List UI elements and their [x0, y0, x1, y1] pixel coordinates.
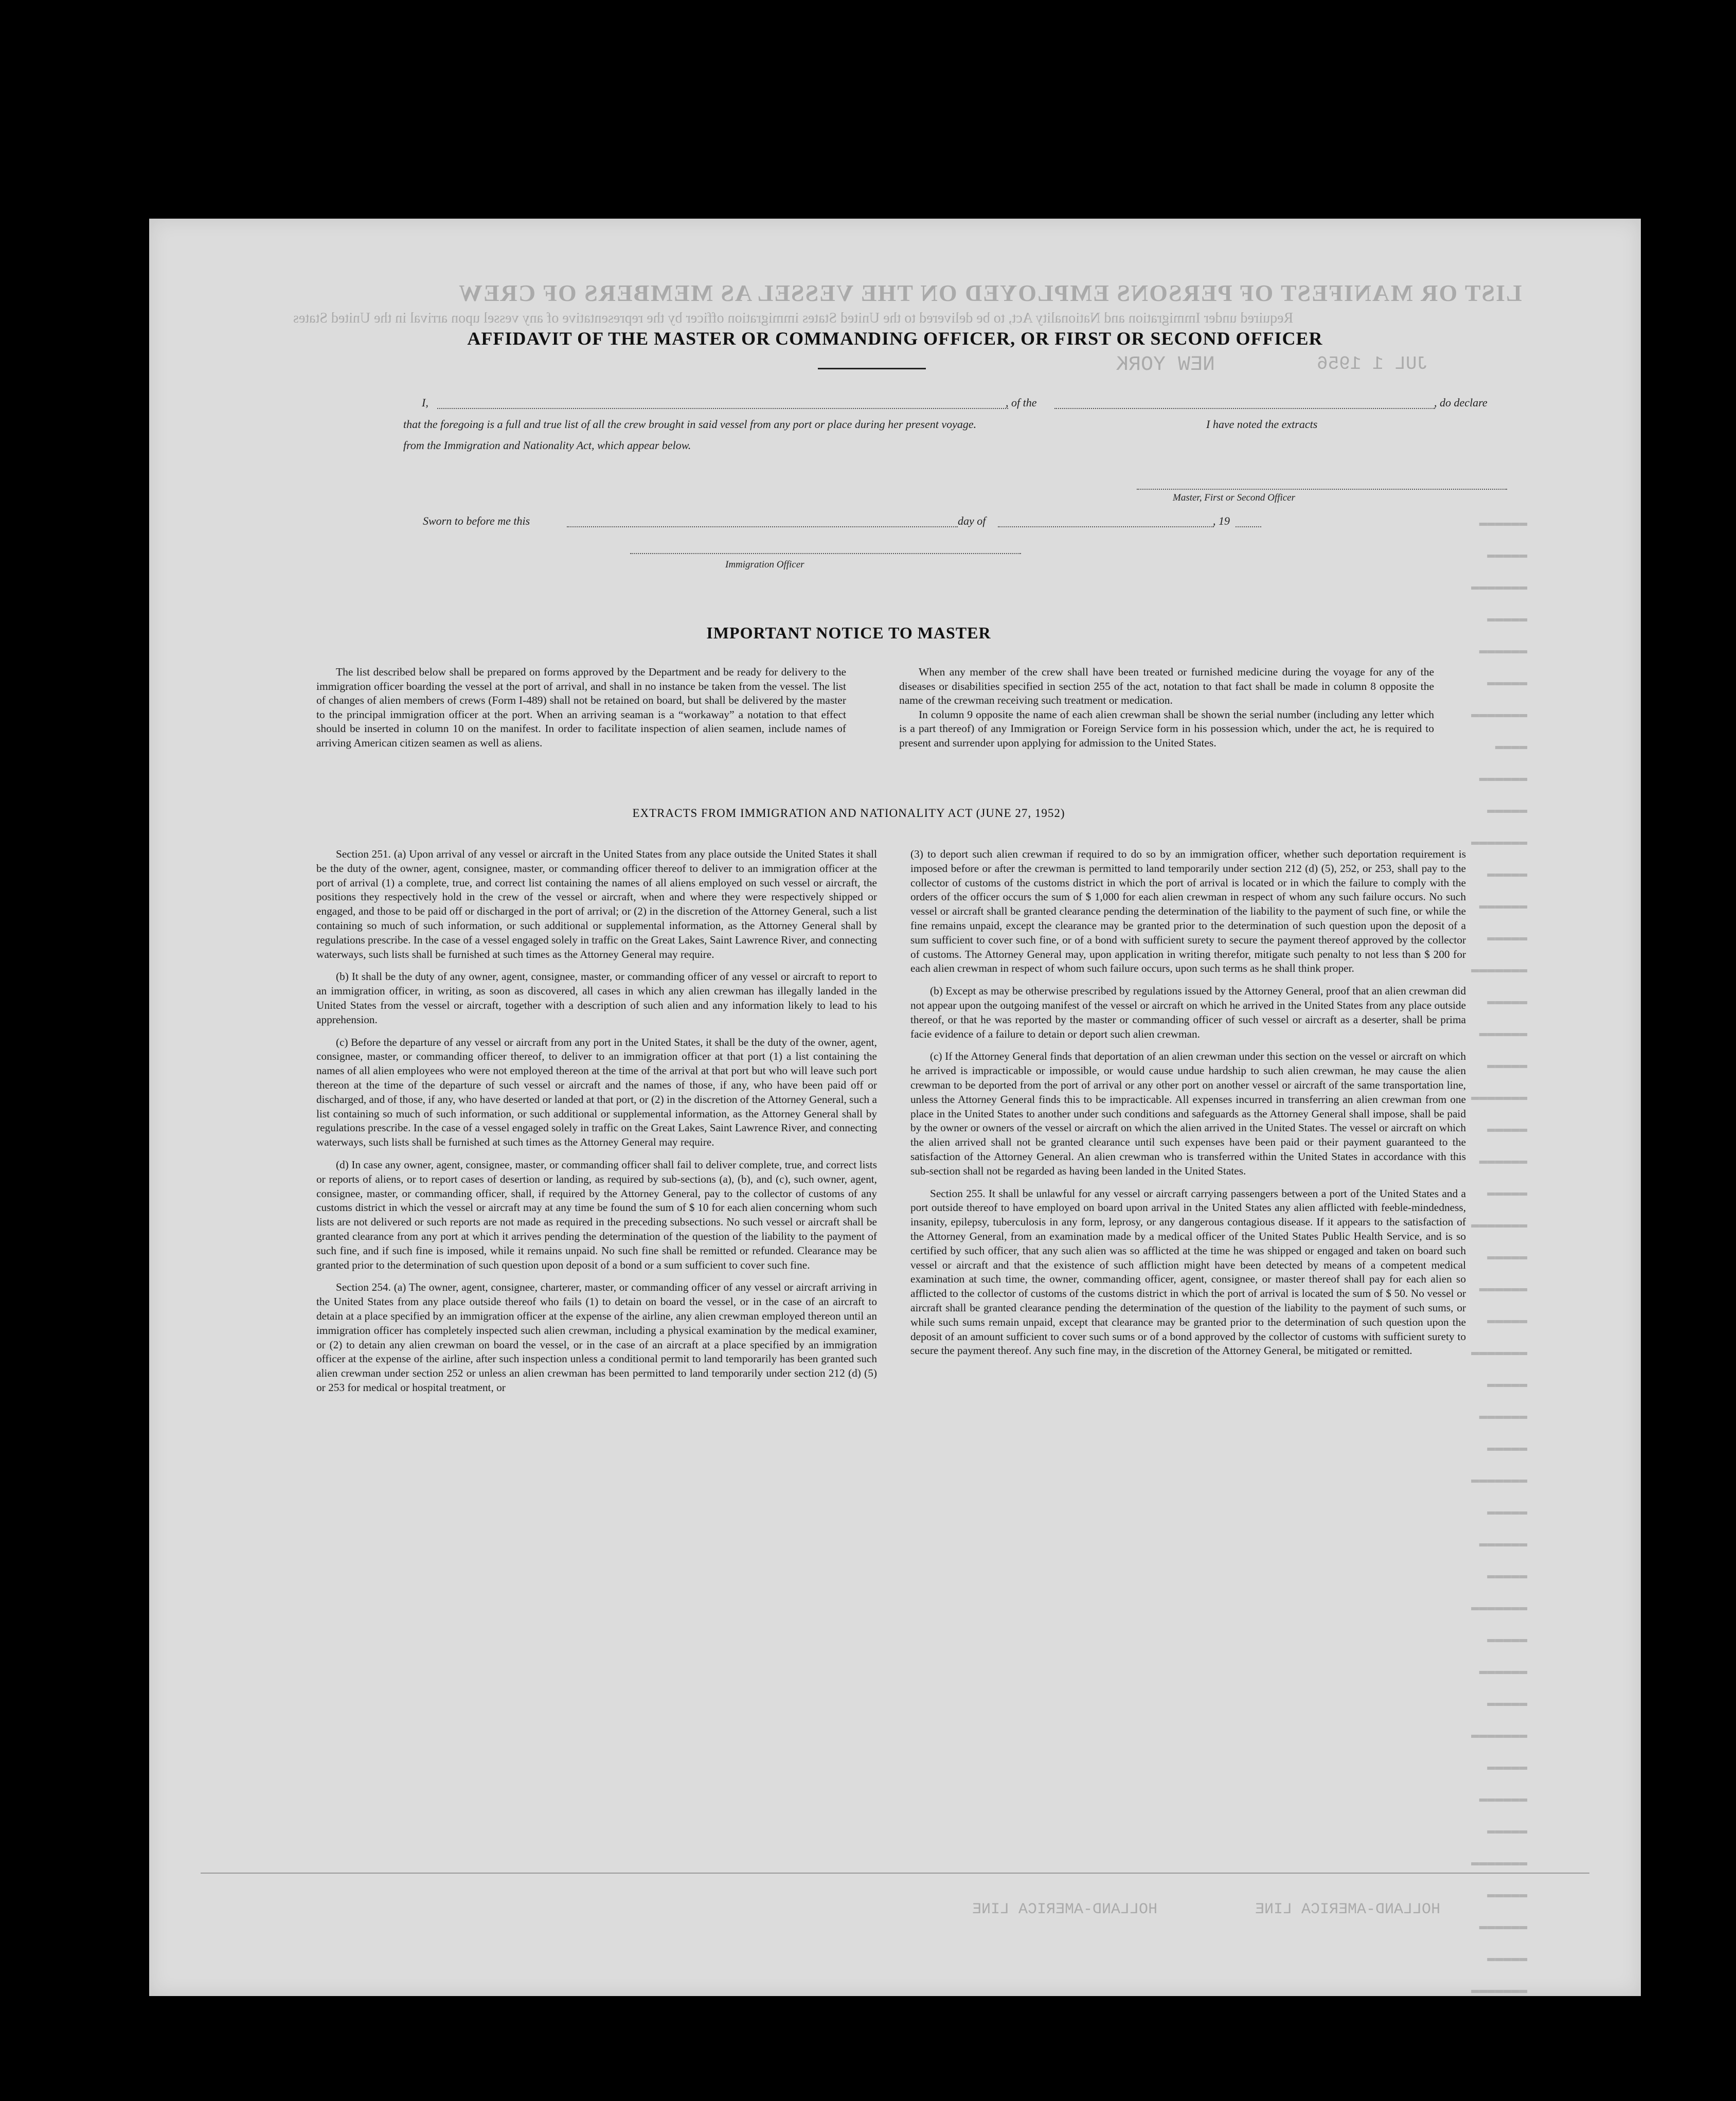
signature-label: Master, First or Second Officer [1173, 492, 1296, 503]
month-blank [998, 526, 1214, 527]
bleed-through-footer: HOLLAND-AMERICA LINE [972, 1901, 1158, 1918]
affidavit-i-label: I, [422, 396, 428, 409]
bleed-through-subheading: Required under Immigration and Nationality Act, to be delivered to the United States immigration officer by the representative of any vessel upon arrival in the United States [293, 310, 1294, 326]
notice-right-paragraphs [899, 665, 1434, 756]
section-251-c: (c) Before the departure of any vessel or aircraft from any port in the United States, it shall be the duty of the owner, agent, consignee, master, or commanding officer thereof, to deliver to an immigration officer at that port (1) a list containing the names of all alien employees who were not employed thereon at the time of the arrival at that port but who will leave such port thereon at the time of the departure of such vessel or aircraft and the names of those, if any, who have been paid off or discharged, and of those, if any, who have deserted or landed at that port, or (2) in the discretion of the Attorney General, such a list containing so much of such information, or such additional or supplemental information, as the Attorney General shall by regulations prescribe. In the case of a vessel engaged solely in traffic on the Great Lakes, Saint Lawrence River, and connecting waterways, such lists shall be furnished at such times as the Attorney General may require. [316, 1036, 877, 1149]
bottom-rule [201, 1873, 1589, 1874]
notice-left-text: The list described below shall be prepared on forms approved by the Department and be ready for delivery to the immigration officer boarding the vessel at the port of arrival, and shall in no instance be taken from the vessel. The list of changes of alien members of crews (Form I-489) shall not be retained on board, but shall be delivered by the master to the principal immigration officer at the port. When an arriving seaman is a “workaway” a notation to that effect should be inserted in column 10 on the manifest. In order to facilitate inspection of alien seamen, include names of arriving American citizen seamen as well as aliens. [316, 666, 846, 749]
affidavit-title: AFFIDAVIT OF THE MASTER OR COMMANDING OFFICER, OR FIRST OR SECOND OFFICER [467, 328, 1323, 349]
day-of-label: day of [958, 514, 986, 527]
notice-right-text-1: When any member of the crew shall have been treated or furnished medicine during the voyage for any of the diseases or disabilities specified in section 255 of the act, notation to that fact shall be made in column 8 opposite the name of the crewman receiving such treatment or medication. [899, 666, 1434, 706]
bleed-through-crew-column: ▬▬▬▬▬▬ ▬▬▬▬▬ ▬▬▬▬▬▬▬ ▬▬▬▬▬ ▬▬▬▬▬▬ ▬▬▬▬▬ ▬▬▬▬▬▬▬ ▬▬▬▬ ▬▬▬▬▬▬ ▬▬▬▬▬ ▬▬▬▬▬▬▬ ▬▬▬▬▬ ▬▬▬▬▬▬ ▬▬▬▬▬ ▬▬▬▬▬▬▬ ▬▬▬▬▬ ▬▬▬▬▬▬ ▬▬▬▬▬ ▬▬▬▬▬▬▬ ▬▬▬▬▬ ▬▬▬▬▬▬ ▬▬▬▬▬ ▬▬▬▬▬▬▬ ▬▬▬▬▬ ▬▬▬▬▬▬ ▬▬▬▬▬ ▬▬▬▬▬▬▬ ▬▬▬▬▬ ▬▬▬▬▬▬ ▬▬▬▬▬ ▬▬▬▬▬▬▬ ▬▬▬▬▬ ▬▬▬▬▬▬ ▬▬▬▬▬ ▬▬▬▬▬▬▬ ▬▬▬▬▬ ▬▬▬▬▬▬ ▬▬▬▬▬ ▬▬▬▬▬▬▬ ▬▬▬▬▬ ▬▬▬▬▬▬ ▬▬▬▬▬ ▬▬▬▬▬▬▬ ▬▬▬▬▬ ▬▬▬▬▬▬ ▬▬▬▬▬ ▬▬▬▬▬▬▬ [1471, 515, 1528, 1996]
affidavit-of-the-label: , of the [1006, 396, 1037, 409]
notice-right-text-2: In column 9 opposite the name of each alien crewman shall be shown the serial number (including any letter which is a part thereof) of any Immigration or Foreign Service form in his possession which, under the act, he is required to present and surrender upon applying for admission to the United States. [899, 708, 1434, 749]
section-255: Section 255. It shall be unlawful for any vessel or aircraft carrying passengers between a port of the United States and a port outside thereof to have employed on board upon arrival in the United States any alien afflicted with feeble-mindedness, insanity, epilepsy, tuberculosis in any form, leprosy, or any dangerous contagious disease. If it appears to the satisfaction of the Attorney General, from an examination made by a medical officer of the United States Public Health Service, and is so certified by such officer, that any such alien was so afflicted at the time he was shipped or engaged and taken on board such vessel or aircraft and that the existence of such affliction might have been detected by means of a competent medical examination at such time, the owner, commanding officer, agent, consignee, or master thereof shall pay for each alien so afflicted to the collector of customs of the customs district in which the port of arrival is located the sum of $ 50. No vessel or aircraft shall be granted clearance pending the determination of the question of the liability to the payment of such sums, or while such sums remain unpaid, except that clearance may be granted prior to the determination of such question upon the deposit of an amount sufficient to cover such sums or of a bond approved by the collector of customs with sufficient surety to secure the payment thereof. Any such fine may, in the discretion of the Attorney General, be mitigated or remitted. [910, 1187, 1466, 1357]
vessel-blank [1054, 408, 1435, 409]
title-underline [818, 368, 926, 369]
section-254-a-continued: (3) to deport such alien crewman if required to do so by an immigration officer, whether such deportation requirement is imposed before or after the crewman is permitted to land temporarily under section 212 (d) (5), 252, or 253, shall pay to the collector of customs of the customs district in which the port of arrival is located or in which the failure to comply with the orders of the officer occurs the sum of $ 1,000 for each alien crewman in respect of whom any such failure occurs. No such vessel or aircraft shall be granted clearance pending the determination of the liability to the payment of such fine, or while the fine remains unpaid, except the clearance may be granted prior to the determination of such question upon the deposit of a sum sufficient to cover such fine, or of a bond with sufficient surety to secure the payment thereof approved by the collector of customs. The Attorney General may, upon application in writing therefor, mitigate such penalty to not less than $ 200 for each alien crewman in respect of whom such failure occurs, upon such terms as he shall think proper. [910, 848, 1466, 975]
sworn-day-blank [567, 526, 958, 527]
affidavit-statement-right: I have noted the extracts [1206, 418, 1318, 431]
affidavit-statement: that the foregoing is a full and true list of all the crew brought in said vessel from any port or place during her present voyage. [403, 418, 977, 431]
affidavit-do-declare-label: , do declare [1434, 396, 1488, 409]
bleed-through-port: NEW YORK [1116, 353, 1215, 377]
section-254-b: (b) Except as may be otherwise prescribed by regulations issued by the Attorney General, proof that an alien crewman did not appear upon the outgoing manifest of the vessel or aircraft on which he arrived in the United States from any place outside thereof, or that he was reported by the master or commanding officer of such vessel or aircraft as a deserter, shall be prima facie evidence of a failure to detain or deport such alien crewman. [910, 985, 1466, 1040]
extracts-title: EXTRACTS FROM IMMIGRATION AND NATIONALITY ACT (JUNE 27, 1952) [632, 807, 1065, 820]
section-251-a: Section 251. (a) Upon arrival of any vessel or aircraft in the United States from any place outside the United States it shall be the duty of the owner, agent, consignee, master, or commanding officer thereof to deliver to an immigration officer at the port of arrival (1) a complete, true, and correct list containing the names of all aliens employed on such vessel or aircraft, the positions they respectively hold in the crew of the vessel or aircraft, when and where they were respectively shipped or engaged, and those to be paid off or discharged in the port of arrival; or (2) in the discretion of the Attorney General, such a list containing so much of such information, or such additional or supplemental information, as the Attorney General shall by regulations prescribe. In the case of a vessel engaged solely in traffic on the Great Lakes, Saint Lawrence River, and connecting waterways, such lists shall be furnished at such times as the Attorney General may require. [316, 848, 877, 960]
bleed-through-heading: LIST OR MANIFEST OF PERSONS EMPLOYED ON THE VESSEL AS MEMBERS OF CREW [458, 280, 1522, 306]
name-blank [437, 408, 1008, 409]
notice-left-paragraph [316, 665, 846, 756]
affidavit-extracts-line: from the Immigration and Nationality Act, which appear below. [403, 439, 691, 452]
section-254-c: (c) If the Attorney General finds that deportation of an alien crewman under this section on the vessel or aircraft on which he arrived is impracticable or impossible, or would cause undue hardship to such alien crewman, he may cause the alien crewman to be deported from the port of arrival or any other port on another vessel or aircraft of the same transportation line, unless the Attorney General finds this to be impracticable. All expenses incurred in transferring an alien crewman from one place in the United States to another under such conditions and safeguards as the Attorney General shall impose, shall be paid by the owner or owners of the vessel or aircraft on which the alien arrived in the United States. The vessel or aircraft on which the alien arrived shall not be granted clearance until such expenses have been paid or their payment guaranteed to the satisfaction of the Attorney General. An alien crewman who is transferred within the United States in accordance with this sub-section shall not be regarded as having been landed in the United States. [910, 1050, 1466, 1177]
extracts-right-column [910, 847, 1466, 1366]
officer-blank [630, 553, 1021, 554]
bleed-through-date: JUL 1 1956 [1317, 353, 1428, 375]
notice-title: IMPORTANT NOTICE TO MASTER [706, 624, 991, 642]
sworn-label: Sworn to before me this [423, 514, 530, 527]
year-label: , 19 [1213, 514, 1230, 527]
section-251-d: (d) In case any owner, agent, consignee, master, or commanding officer shall fail to deliver complete, true, and correct lists or reports of aliens, or to report cases of desertion or landing, as required by sub-sections (a), (b), and (c), such owner, agent, consignee, master, or commanding officer, shall, if required by the Attorney General, pay to the collector of customs of any customs district in which the vessel or aircraft may at any time be found the sum of $ 10 for each alien concerning whom such lists are not delivered or such reports are not made as required in the preceding subsections. No such vessel or aircraft shall be granted clearance from any port at which it arrives pending the determination of the question of the liability to the payment of such fine, and if such fine is imposed, while it remains unpaid. No such fine shall be remitted or refunded. Clearance may be granted prior to the determination of such question upon deposit of a bond or a sum sufficient to cover such fine. [316, 1158, 877, 1271]
signature-blank [1137, 489, 1507, 490]
bleed-through-footer: HOLLAND-AMERICA LINE [1255, 1901, 1441, 1918]
year-blank [1236, 526, 1261, 527]
section-251-b: (b) It shall be the duty of any owner, agent, consignee, master, or commanding officer of any vessel or aircraft to report to an immigration officer, in writing, as soon as discovered, all cases in which any alien crewman has illegally landed in the United States from the vessel or aircraft, together with a description of such alien and any information likely to lead to his apprehension. [316, 970, 877, 1026]
officer-label: Immigration Officer [725, 559, 804, 570]
document-page [149, 219, 1641, 1996]
extracts-left-column [316, 847, 877, 1403]
section-254-a: Section 254. (a) The owner, agent, consignee, charterer, master, or commanding officer of any vessel or aircraft arriving in the United States from any place outside thereof who fails (1) to detain on board the vessel, or in the case of an aircraft to detain at a place specified by an immigration officer at the expense of the airline, any alien crewman employed thereon until an immigration officer has completely inspected such alien crewman, including a physical examination by the medical examiner, or (2) to detain any alien crewman on board the vessel, or in the case of an aircraft at a place specified by an immigration officer at the expense of the airline, after such inspection unless a conditional permit to land temporarily has been granted such alien crewman under section 252 or unless an alien crewman has been permitted to land temporarily under section 212 (d) (5) or 253 for medical or hospital treatment, or [316, 1281, 877, 1394]
